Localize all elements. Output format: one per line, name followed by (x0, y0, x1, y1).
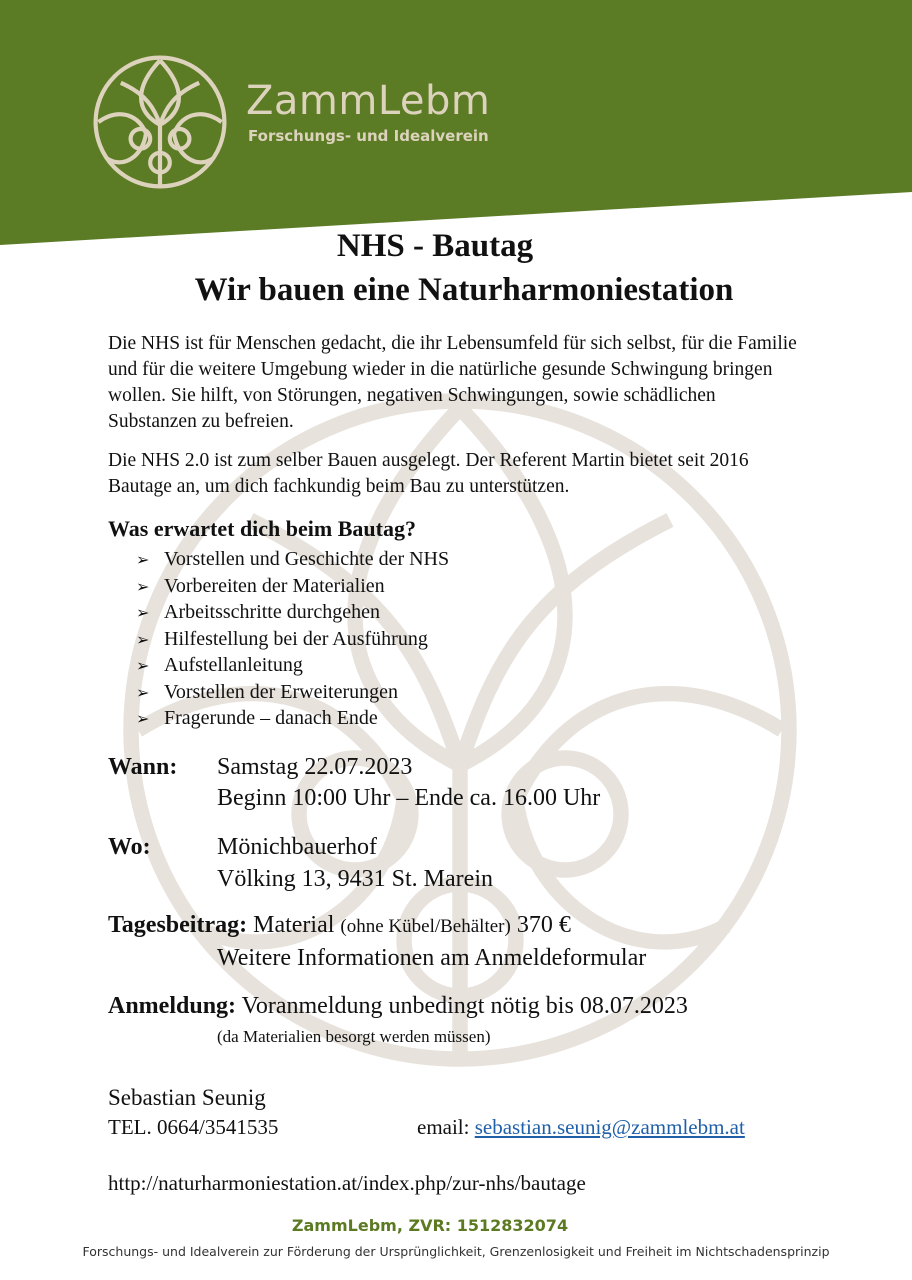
arrowhead-bullet-icon: ➢ (136, 709, 150, 728)
contact-name: Sebastian Seunig (108, 1085, 266, 1110)
footer-description: Forschungs- und Idealverein zur Förderung der Ursprünglichkeit, Grenzenlosigkeit und Freiheit im Nichtschadensprinzip (82, 1244, 830, 1259)
fee-amount: 370 € (516, 912, 571, 938)
list-item: ➢ Vorstellen der Erweiterungen (136, 679, 449, 706)
zammlebm-logo-icon (90, 52, 230, 192)
registration-label: Anmeldung: (108, 993, 237, 1019)
page-title: NHS - Bautag (336, 228, 534, 264)
where-venue: Mönichbauerhof (217, 834, 377, 860)
brand-name: ZammLebm (246, 78, 491, 124)
fee-line (108, 912, 571, 939)
when-time: Beginn 10:00 Uhr – Ende ca. 16.00 Uhr (217, 785, 601, 811)
arrowhead-bullet-icon: ➢ (136, 629, 150, 649)
arrowhead-bullet-icon: ➢ (136, 550, 150, 569)
list-item: ➢ Fragerunde – danach Ende (136, 705, 449, 732)
email-label: email: (417, 1115, 470, 1139)
where-address: Völking 13, 9431 St. Marein (217, 866, 493, 892)
fee-info: Weitere Informationen am Anmeldeformular (217, 945, 647, 971)
when-date: Samstag 22.07.2023 (217, 754, 413, 780)
where-label: Wo: (108, 834, 151, 860)
brand-tagline: Forschungs- und Idealverein (248, 127, 489, 145)
fee-material: Material (253, 912, 335, 938)
website-url: http://naturharmoniestation.at/index.php/zur-nhs/bautage (108, 1171, 586, 1195)
arrowhead-bullet-icon: ➢ (136, 656, 150, 675)
when-label: Wann: (108, 754, 178, 780)
arrowhead-bullet-icon: ➢ (136, 682, 150, 702)
contact-phone: TEL. 0664/3541535 (108, 1115, 279, 1139)
arrowhead-bullet-icon: ➢ (136, 603, 150, 622)
fee-note: (ohne Kübel/Behälter) (340, 916, 511, 937)
contact-email (417, 1115, 745, 1140)
registration-line (108, 993, 688, 1020)
expect-list (136, 546, 449, 732)
footer-registration: ZammLebm, ZVR: 1512832074 (291, 1216, 569, 1235)
email-link[interactable]: sebastian.seunig@zammlebm.at (474, 1115, 745, 1139)
list-item: ➢ Vorbereiten der Materialien (136, 573, 449, 600)
arrowhead-bullet-icon: ➢ (136, 576, 150, 596)
registration-note: (da Materialien besorgt werden müssen) (217, 1027, 491, 1046)
list-item: ➢ Arbeitsschritte durchgehen (136, 599, 449, 626)
expect-heading: Was erwartet dich beim Bautag? (108, 516, 416, 541)
list-item: ➢ Hilfestellung bei der Ausführung (136, 626, 449, 653)
list-item: ➢ Aufstellanleitung (136, 652, 449, 679)
intro-paragraph-1: Die NHS ist für Menschen gedacht, die ihr Lebensumfeld für sich selbst, für die Familie und für die weitere Umgebung wieder in die natürliche gesunde Schwingung bringen wollen. Sie hilft, von Störungen, negativen Schwingungen, sowie schädlichen Substanzen zu befreien. (108, 333, 797, 432)
list-item: ➢ Vorstellen und Geschichte der NHS (136, 546, 449, 573)
fee-label: Tagesbeitrag: (108, 912, 248, 938)
registration-text: Voranmeldung unbedingt nötig bis 08.07.2023 (241, 993, 688, 1019)
page-subtitle: Wir bauen eine Naturharmoniestation (194, 272, 734, 308)
intro-paragraph-2: Die NHS 2.0 ist zum selber Bauen ausgelegt. Der Referent Martin bietet seit 2016 Bautage an, um dich fachkundig beim Bau zu unterstützen. (108, 450, 749, 497)
